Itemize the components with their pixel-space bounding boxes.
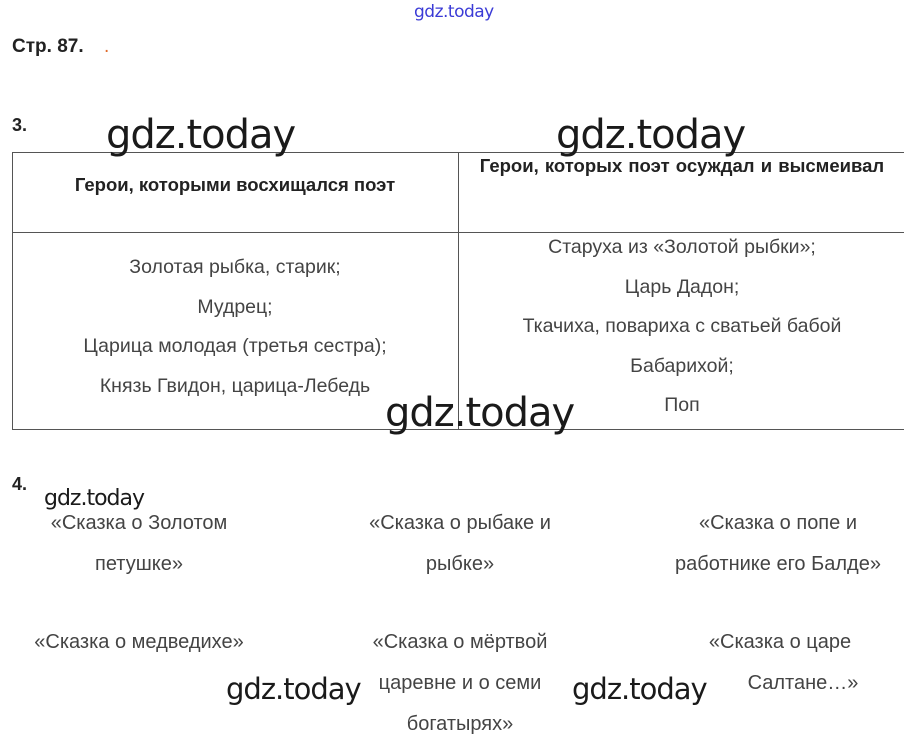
table-header-admired: Герои, которыми восхищался поэт xyxy=(74,174,396,195)
task4-number: 4. xyxy=(12,474,28,494)
tale-line: Салтане…» xyxy=(747,672,859,694)
tale-line: «Сказка о рыбаке и xyxy=(369,512,551,534)
page-dots: . xyxy=(104,36,110,57)
watermark: gdz.today xyxy=(106,112,296,158)
table-cell-admired xyxy=(12,248,458,406)
condemned-line: Ткачиха, повариха с сватьей бабой xyxy=(522,315,842,337)
tale-line: «Сказка о медведихе» xyxy=(34,631,244,653)
tale-line: богатырях» xyxy=(406,713,514,735)
condemned-line: Царь Дадон; xyxy=(624,275,740,298)
tale-line: петушке» xyxy=(95,553,183,575)
tale-line: рыбке» xyxy=(425,553,495,575)
tale-golden-cockerel xyxy=(20,503,258,585)
condemned-line: Поп xyxy=(664,394,700,416)
tale-tsar-saltan xyxy=(680,622,880,704)
admired-line: Золотая рыбка, старик; xyxy=(129,256,341,278)
tale-fisherman xyxy=(338,503,582,585)
task3-number: 3. xyxy=(12,115,28,135)
tale-line: «Сказка о царе xyxy=(708,631,852,653)
watermark: gdz.today xyxy=(572,672,707,706)
condemned-line: Старуха из «Золотой рыбки»; xyxy=(548,236,816,258)
tale-line: «Сказка о попе и xyxy=(698,512,857,534)
tale-line: «Сказка о мёртвой xyxy=(372,631,548,653)
table-column-divider xyxy=(458,152,459,430)
tale-line: «Сказка о Золотом xyxy=(50,512,228,534)
table-header-condemned: Герои, которых поэт осуждал и высмеивал xyxy=(479,155,885,176)
tale-she-bear xyxy=(14,622,264,663)
watermark: gdz.today xyxy=(385,390,575,436)
admired-line: Мудрец; xyxy=(197,295,273,318)
tale-line: царевне и о семи xyxy=(378,672,542,694)
watermark: gdz.today xyxy=(556,112,746,158)
page-label: Стр. 87. xyxy=(12,36,84,57)
heroes-table xyxy=(12,152,904,430)
tale-dead-princess xyxy=(344,622,576,745)
condemned-line: Бабарихой; xyxy=(630,354,734,377)
tale-priest-balda xyxy=(652,503,904,585)
watermark-top: gdz.today xyxy=(414,2,494,22)
admired-line: Царица молодая (третья сестра); xyxy=(83,335,387,357)
tale-line: работнике его Балде» xyxy=(675,553,881,575)
watermark: gdz.today xyxy=(226,672,361,706)
watermark: gdz.today xyxy=(44,486,145,511)
admired-line: Князь Гвидон, царица-Лебедь xyxy=(99,374,371,397)
